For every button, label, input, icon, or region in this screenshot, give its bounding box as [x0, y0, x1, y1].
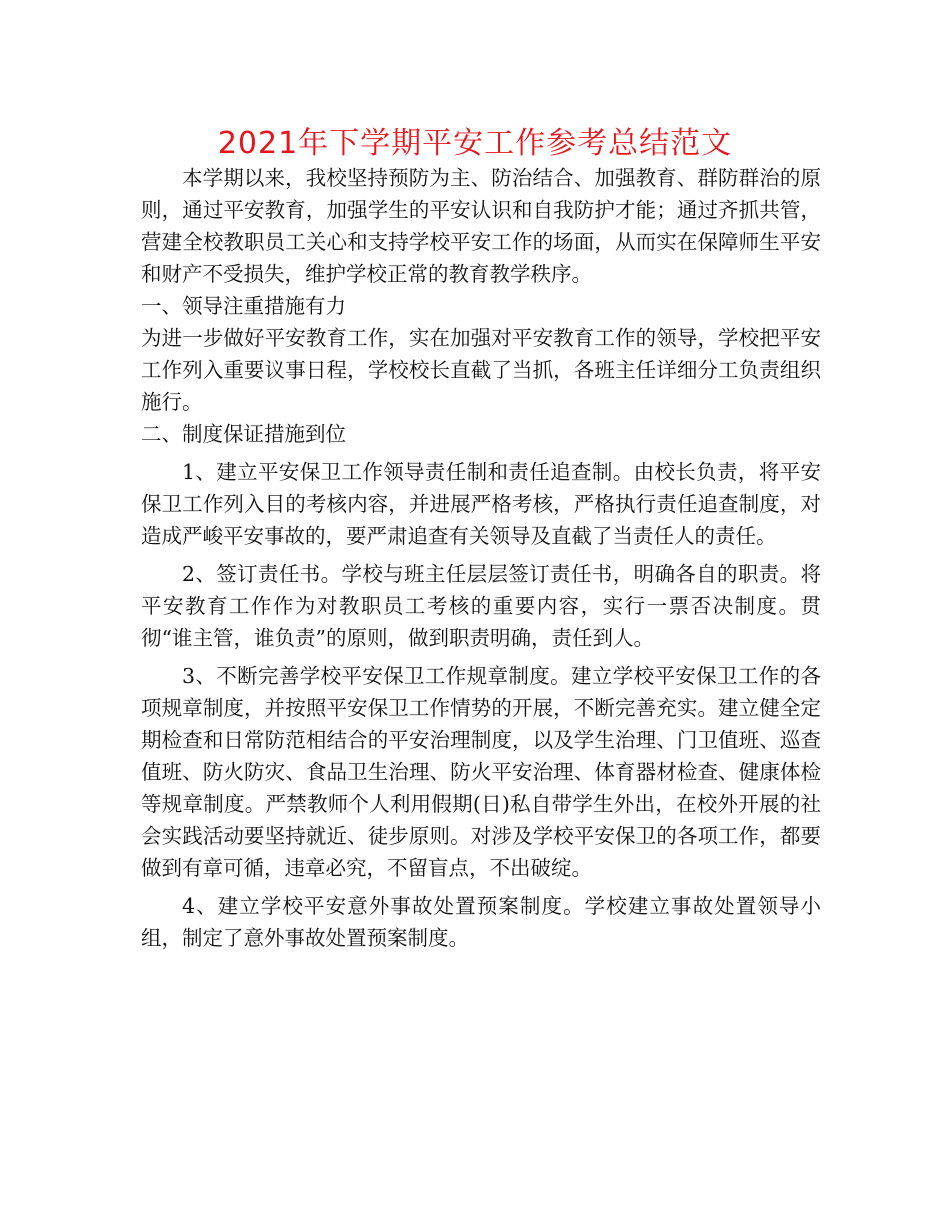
section-1-paragraph: 为进一步做好平安教育工作，实在加强对平安教育工作的领导，学校把平安工作列入重要议事日程，学校校长直截了当抓，各班主任详细分工负责组织施行。: [141, 326, 821, 414]
item-3-paragraph: 3、不断完善学校平安保卫工作规章制度。建立学校平安保卫工作的各项规章制度，并按照平安保卫工作情势的开展，不断完善充实。建立健全定期检查和日常防范相结合的平安治理制度，以及学生治理、门卫值班、巡查值班、防火防灾、食品卫生治理、防火平安治理、体育器材检查、健康体检等规章制度。严禁教师个人利用假期(日)私自带学生外出，在校外开展的社会实践活动要坚持就近、徒步原则。对涉及学校平安保卫的各项工作，都要做到有章可循，违章必究，不留盲点，不出破绽。: [141, 664, 821, 880]
section-heading-1: 一、领导注重措施有力: [141, 294, 346, 318]
section-heading-2: 二、制度保证措施到位: [141, 422, 346, 446]
document-body: [141, 162, 821, 954]
intro-paragraph: 本学期以来，我校坚持预防为主、防治结合、加强教育、群防群治的原则，通过平安教育，加强学生的平安认识和自我防护才能；通过齐抓共管，营建全校教职员工关心和支持学校平安工作的场面，从而实在保障师生平安和财产不受损失，维护学校正常的教育教学秩序。: [141, 166, 821, 286]
item-4-paragraph: 4、建立学校平安意外事故处置预案制度。学校建立事故处置领导小组，制定了意外事故处置预案制度。: [141, 894, 821, 950]
item-1-paragraph: 1、建立平安保卫工作领导责任制和责任追查制。由校长负责，将平安保卫工作列入目的考核内容，并进展严格考核，严格执行责任追查制度，对造成严峻平安事故的，要严肃追查有关领导及直截了当责任人的责任。: [141, 460, 821, 548]
document-title: 2021年下学期平安工作参考总结范文: [217, 126, 733, 161]
item-2-paragraph: 2、签订责任书。学校与班主任层层签订责任书，明确各自的职责。将平安教育工作作为对教职员工考核的重要内容，实行一票否决制度。贯彻“谁主管，谁负责”的原则，做到职责明确，责任到人。: [141, 562, 821, 650]
